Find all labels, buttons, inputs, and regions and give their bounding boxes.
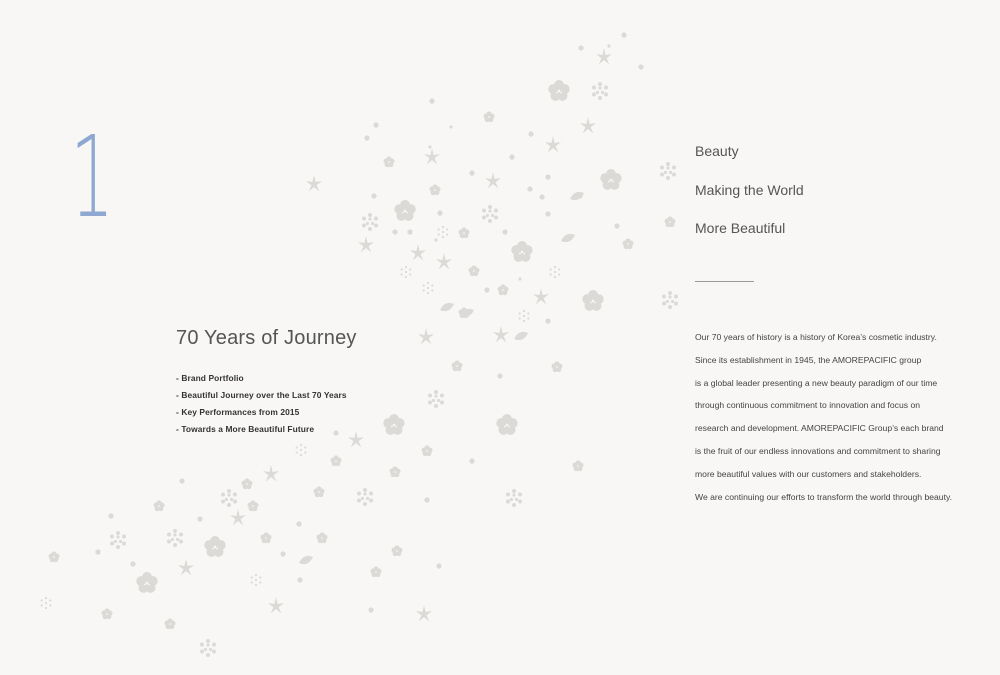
body-line: more beautiful values with our customers and stakeholders. xyxy=(695,468,922,479)
toc-item: - Beautiful Journey over the Last 70 Years xyxy=(176,390,347,400)
body-line: through continuous commitment to innovation and focus on xyxy=(695,400,921,411)
divider xyxy=(695,281,754,282)
body-line: Since its establishment in 1945, the AMOREPACIFIC group xyxy=(695,354,922,365)
toc-item: - Brand Portfolio xyxy=(176,373,244,383)
slogan xyxy=(695,142,804,258)
body-line: Our 70 years of history is a history of Korea’s cosmetic industry. xyxy=(695,332,937,342)
slogan-line: More Beautiful xyxy=(695,220,786,236)
body-line: is the fruit of our endless innovations and commitment to sharing xyxy=(695,445,941,456)
body-line: We are continuing our efforts to transform the world through beauty. xyxy=(695,491,952,502)
toc-item: - Towards a More Beautiful Future xyxy=(176,424,315,434)
section-title: 70 Years of Journey xyxy=(176,327,357,349)
chapter-number: 1 xyxy=(70,113,115,243)
table-of-contents xyxy=(176,370,347,438)
slogan-line: Beauty xyxy=(695,143,739,159)
body-line: research and development. AMOREPACIFIC Group’s each brand xyxy=(695,423,944,434)
body-line: is a global leader presenting a new beauty paradigm of our time xyxy=(695,377,938,388)
body-paragraph xyxy=(695,326,985,508)
slogan-line: Making the World xyxy=(695,181,804,198)
toc-item: - Key Performances from 2015 xyxy=(176,407,300,417)
